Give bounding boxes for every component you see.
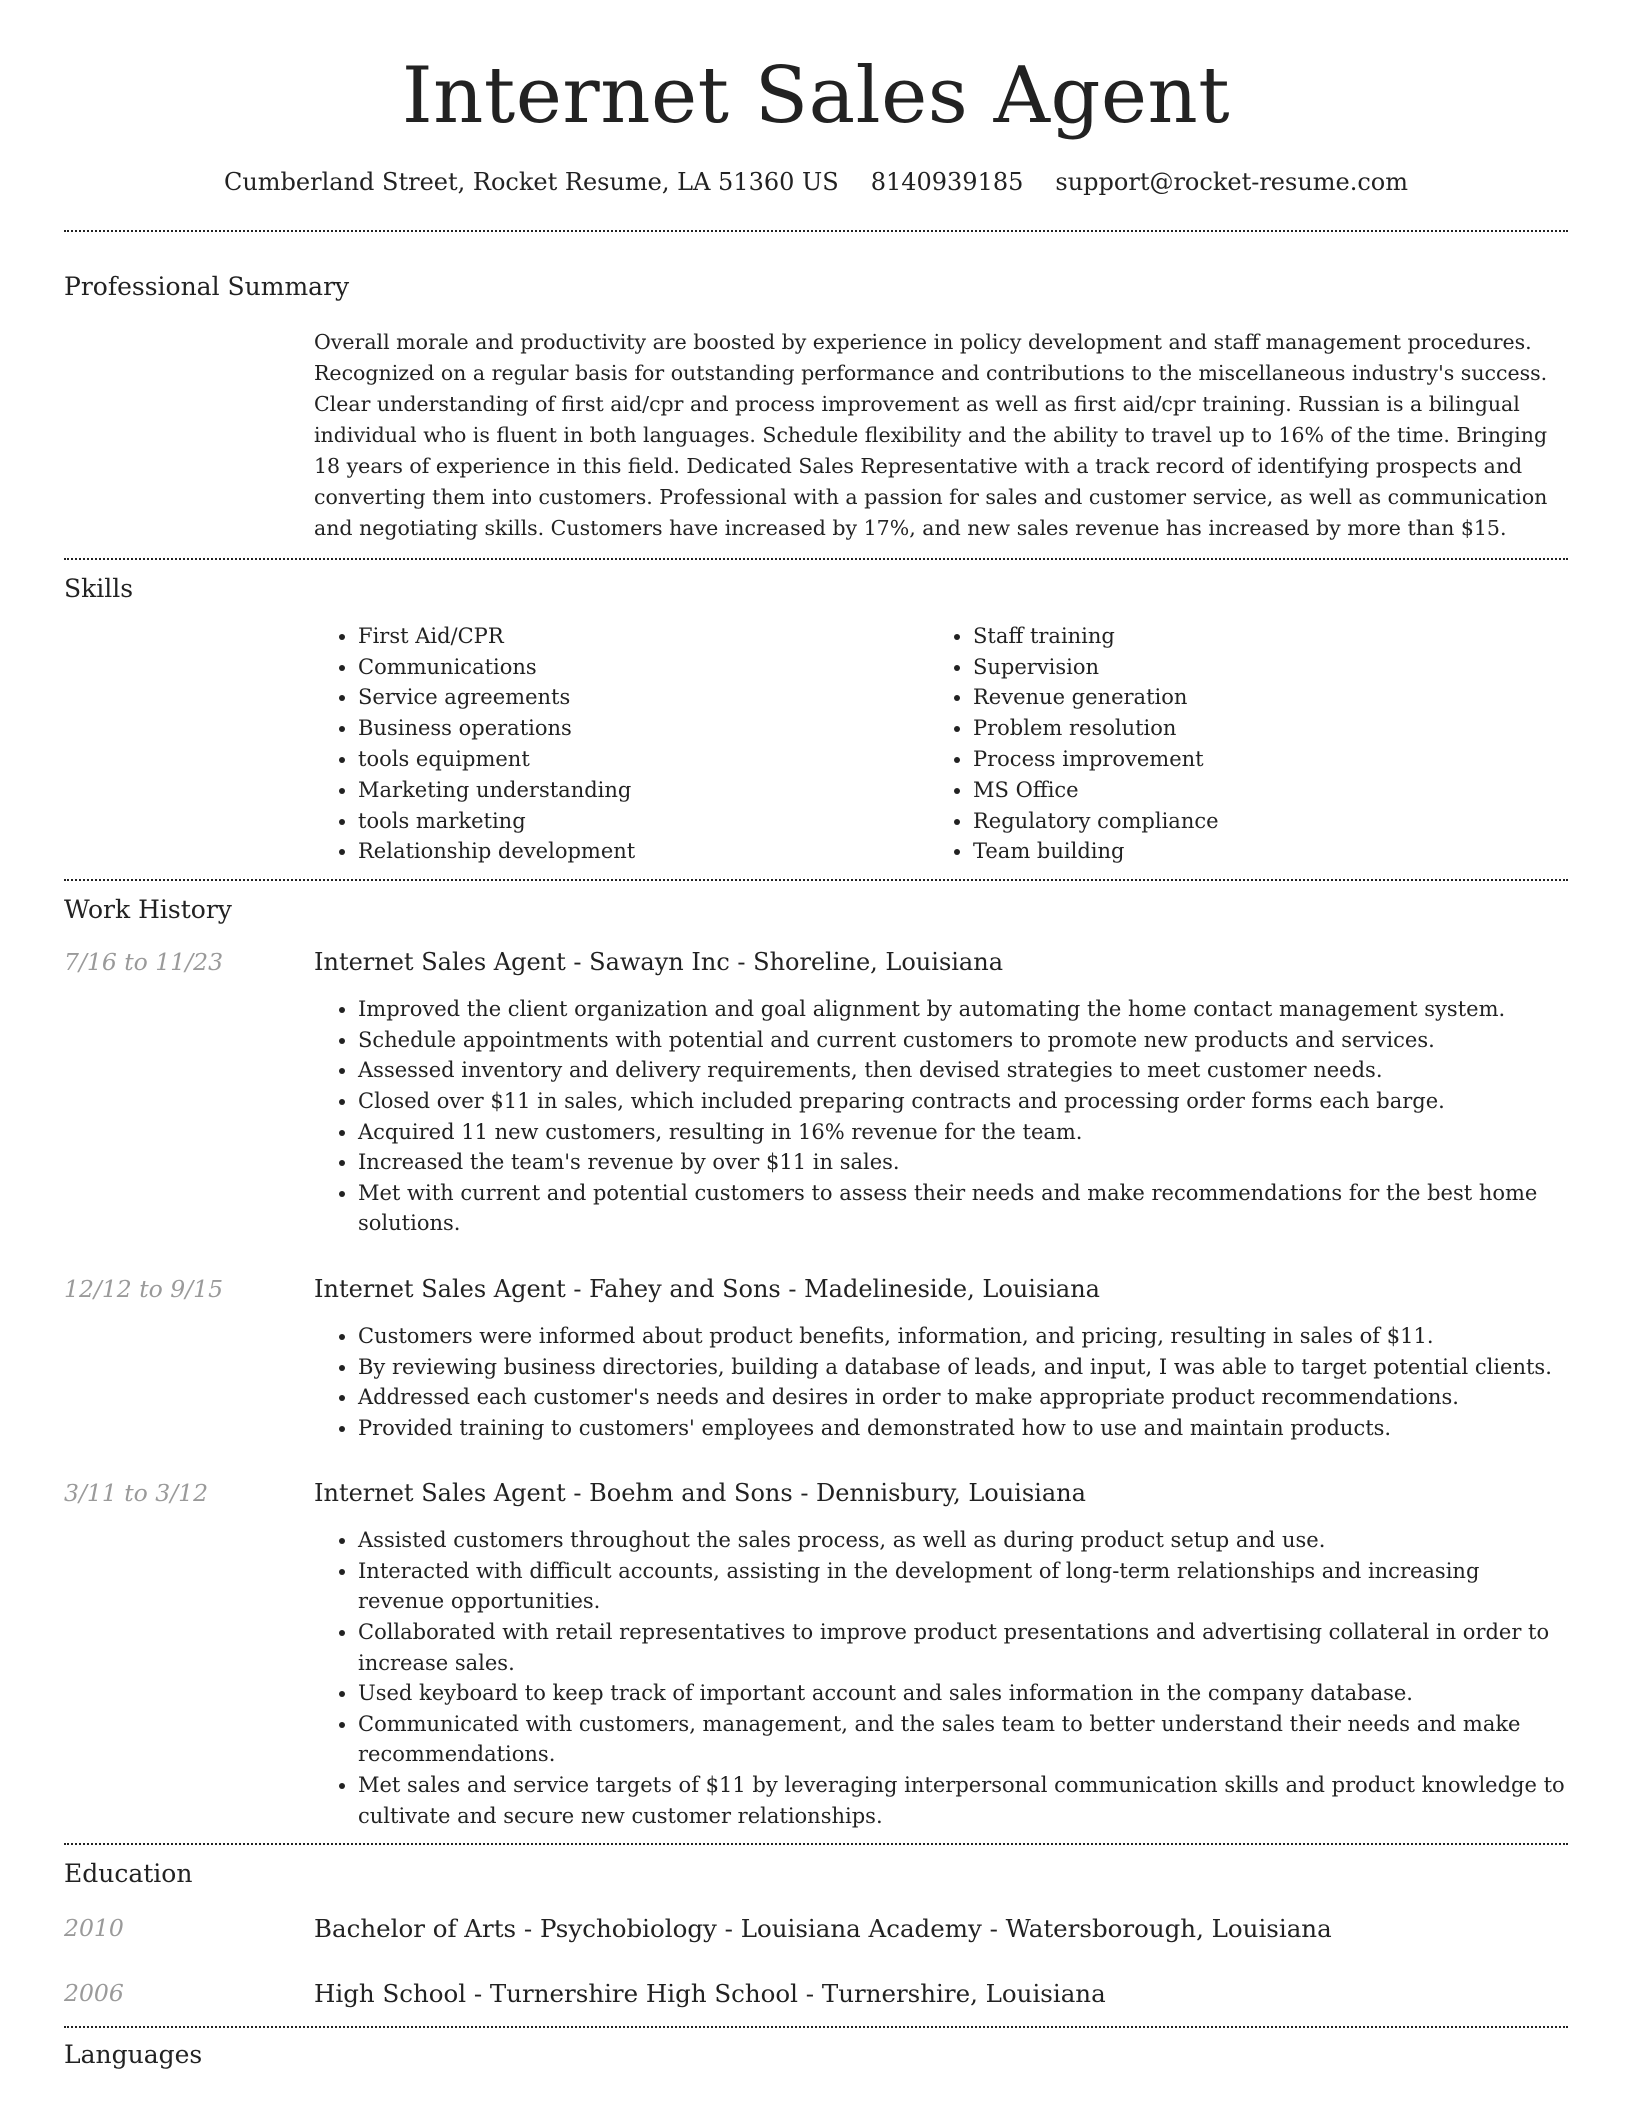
skill-item: • Communications: [358, 652, 929, 683]
skill-item: • Regulatory compliance: [973, 806, 1544, 837]
job-title: Internet Sales Agent - Boehm and Sons - Dennisbury, Louisiana: [314, 1479, 1086, 1508]
section-title-summary: Professional Summary: [64, 271, 350, 301]
contact-email: support@rocket-resume.com: [1055, 167, 1409, 196]
education-section: [0, 1845, 1632, 2026]
job-bullets: [314, 1321, 1568, 1443]
job-title: Internet Sales Agent - Fahey and Sons - Madelineside, Louisiana: [314, 1274, 1100, 1303]
skills-section: [0, 560, 1632, 879]
skills-list-right: [929, 621, 1544, 867]
job-entry: [64, 1479, 1568, 1843]
job-bullet: • Assisted customers throughout the sales process, as well as during product setup and use.: [358, 1525, 1568, 1556]
education-date: 2006: [64, 1979, 124, 2008]
skill-item: • Staff training: [973, 621, 1544, 652]
skill-item: • Marketing understanding: [358, 775, 929, 806]
section-title-education: Education: [64, 1859, 193, 1889]
job-date: 3/11 to 3/12: [64, 1479, 209, 1508]
skill-item: • Relationship development: [358, 836, 929, 867]
contact-address: Cumberland Street, Rocket Resume, LA 51360 US: [223, 167, 839, 196]
job-bullet: • Interacted with difficult accounts, assisting in the development of long-term relationships and increasing revenue opportunities.: [358, 1556, 1568, 1617]
skill-item: • First Aid/CPR: [358, 621, 929, 652]
job-entry: [64, 948, 1568, 1239]
section-title-skills: Skills: [64, 573, 134, 603]
job-body: [314, 948, 1568, 1239]
job-bullet: • Collaborated with retail representatives to improve product presentations and advertising collateral in order to increase sales.: [358, 1617, 1568, 1678]
job-body: [314, 1275, 1568, 1443]
education-title: High School - Turnershire High School - Turnershire, Louisiana: [314, 1979, 1106, 2009]
section-title-languages: Languages: [64, 2040, 203, 2070]
education-title: Bachelor of Arts - Psychobiology - Louisiana Academy - Watersborough, Louisiana: [314, 1914, 1332, 1944]
job-bullet: • Closed over $11 in sales, which included preparing contracts and processing order forms each barge.: [358, 1086, 1568, 1117]
resume-header: [0, 0, 1632, 196]
section-title-work: Work History: [64, 895, 232, 925]
job-bullet: • Assessed inventory and delivery requirements, then devised strategies to meet customer needs.: [358, 1055, 1568, 1086]
skill-item: • Revenue generation: [973, 682, 1544, 713]
summary-text: Overall morale and productivity are boosted by experience in policy development and staff management procedures. Recognized on a regular basis for outstanding performance and contributions to the miscellaneous industry's success. Clear understanding of first aid/cpr and process improvement as well as first aid/cpr training. Russian is a bilingual individual who is fluent in both languages. Schedule flexibility and the ability to travel up to 16% of the time. Bringing 18 years of experience in this field. Dedicated Sales Representative with a track record of identifying prospects and converting them into customers. Professional with a passion for sales and customer service, as well as communication and negotiating skills. Customers have increased by 17%, and new sales revenue has increased by more than $15.: [314, 329, 1548, 540]
skill-item: • tools equipment: [358, 744, 929, 775]
skill-item: • Process improvement: [973, 744, 1544, 775]
job-bullets: [314, 1525, 1568, 1831]
skill-item: • MS Office: [973, 775, 1544, 806]
skill-item: • Team building: [973, 836, 1544, 867]
job-date: 7/16 to 11/23: [64, 948, 224, 977]
job-date: 12/12 to 9/15: [64, 1274, 224, 1303]
job-bullet: • Schedule appointments with potential and current customers to promote new products and services.: [358, 1025, 1568, 1056]
job-title: Internet Sales Agent - Sawayn Inc - Shoreline, Louisiana: [314, 948, 1004, 977]
skill-item: • Problem resolution: [973, 713, 1544, 744]
skills-list-left: [314, 621, 929, 867]
education-entry: [64, 1914, 1568, 1943]
job-bullets: [314, 994, 1568, 1239]
work-history-section: [0, 881, 1632, 1843]
job-entry: [64, 1275, 1568, 1443]
job-bullet: • Met with current and potential customers to assess their needs and make recommendations for the best home solutions.: [358, 1178, 1568, 1239]
job-body: [314, 1479, 1568, 1831]
job-bullet: • Increased the team's revenue by over $11 in sales.: [358, 1147, 1568, 1178]
skill-item: • Business operations: [358, 713, 929, 744]
education-entry: [64, 1979, 1568, 2026]
education-date: 2010: [64, 1914, 124, 1943]
skill-item: • tools marketing: [358, 806, 929, 837]
contact-line: [0, 168, 1632, 196]
skill-item: • Supervision: [973, 652, 1544, 683]
job-bullet: • Communicated with customers, management, and the sales team to better understand their needs and make recommendations.: [358, 1709, 1568, 1770]
job-bullet: • By reviewing business directories, building a database of leads, and input, I was able to target potential clients.: [358, 1352, 1568, 1383]
skill-item: • Service agreements: [358, 682, 929, 713]
job-bullet: • Met sales and service targets of $11 by leveraging interpersonal communication skills and product knowledge to cultivate and secure new customer relationships.: [358, 1770, 1568, 1831]
job-bullet: • Provided training to customers' employees and demonstrated how to use and maintain products.: [358, 1413, 1568, 1444]
contact-phone: 8140939185: [870, 167, 1024, 196]
job-bullet: • Addressed each customer's needs and desires in order to make appropriate product recommendations.: [358, 1382, 1568, 1413]
job-bullet: • Customers were informed about product benefits, information, and pricing, resulting in sales of $11.: [358, 1321, 1568, 1352]
job-bullet: • Improved the client organization and goal alignment by automating the home contact management system.: [358, 994, 1568, 1025]
page-title: Internet Sales Agent: [401, 51, 1231, 141]
skills-columns: [314, 621, 1568, 879]
job-bullet: • Acquired 11 new customers, resulting in 16% revenue for the team.: [358, 1117, 1568, 1148]
job-bullet: • Used keyboard to keep track of important account and sales information in the company database.: [358, 1678, 1568, 1709]
languages-section: [0, 2028, 1632, 2069]
summary-section: [0, 232, 1632, 558]
